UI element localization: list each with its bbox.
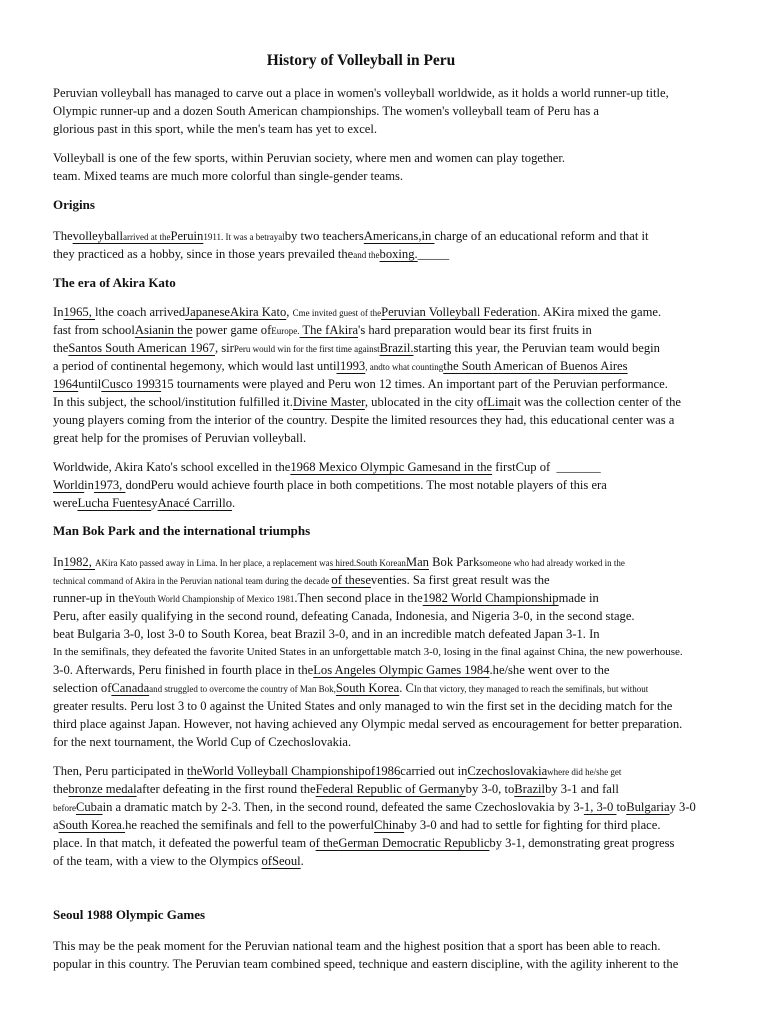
link-man-bok-park[interactable]: Man (405, 555, 429, 569)
link-federal-republic-of-germany[interactable]: Federal Republic of Germany (315, 782, 466, 796)
akira-line5: 1964untilCusco 199315 tournaments were played and Peru won 12 times. An important part of the Peruvian performance. (53, 377, 668, 391)
link-los-angeles-olympic-games-1984[interactable]: Los Angeles Olympic Games 1984 (313, 663, 490, 677)
link-cusco-1993[interactable]: Cusco 1993 (101, 377, 162, 391)
akira-line6: In this subject, the school/institution fulfilled it.Divine Master, ublocated in the city ofLimait was the collection center of the (53, 395, 682, 409)
intro-p2-line1: Volleyball is one of the few sports, within Peruvian society, where men and women can play together. (53, 151, 566, 165)
link-mexico-olympic-games-1968[interactable]: 1968 Mexico Olympic Games (290, 460, 443, 474)
link-south-korea[interactable]: South Korea (335, 681, 400, 695)
section-heading-akira-kato: The era of Akira Kato (53, 275, 176, 290)
link-1982[interactable]: 1982, (63, 555, 95, 569)
akira-worldwide-line2: Worldin1973, dondPeru would achieve fourth place in both competitions. The most notable players of this era (53, 478, 607, 492)
link-bulgaria[interactable]: Bulgaria (626, 800, 670, 814)
link-anace-carrillo[interactable]: Anacé Carrillo (157, 496, 233, 510)
link-peruvian-volleyball-federation[interactable]: Peruvian Volleyball Federation (381, 305, 538, 319)
link-japanese[interactable]: Japanese (185, 305, 230, 319)
link-volleyball[interactable]: volleyball (72, 229, 123, 243)
link-south-korea-2[interactable]: South Korea. (58, 818, 126, 832)
park-1986-line3: beforeCubain a dramatic match by 2-3. Then, in the second round, defeated the same Czechoslovakia by 3-1, 3-0 toBulgariay 3-0 (53, 800, 696, 814)
link-lima[interactable]: fLima (483, 395, 514, 409)
link-divine-master[interactable]: Divine Master (292, 395, 365, 409)
park-line2: technical command of Akira in the Peruvian national team during the decade of theseventies. Sa first great result was the (53, 573, 550, 587)
link-bronze-medal[interactable]: bronze medal (68, 782, 137, 796)
link-lucha-fuentes[interactable]: Lucha Fuentes (77, 496, 152, 510)
akira-line8: great help for the promises of Peruvian volleyball. (53, 431, 307, 445)
link-cuba[interactable]: Cuba (75, 800, 103, 814)
link-czechoslovakia[interactable]: Czechoslovakia (467, 764, 548, 778)
park-1986-line4: aSouth Korea.he reached the semifinals and fell to the powerfulChinaby 3-0 and had to settle for fighting for third place. (53, 818, 661, 832)
akira-line1: In1965, lthe coach arrivedJapaneseAkira Kato, Cme invited guest of thePeruvian Volleyball Federation. AKira mixed the game. (53, 305, 662, 319)
park-1986-line2: thebronze medalafter defeating in the first round theFederal Republic of Germanyby 3-0, toBrazilby 3-1 and fall (53, 782, 619, 796)
park-line4: Peru, after easily qualifying in the second round, defeating Canada, Indonesia, and Nigeria 3-0, in the second stage. (53, 609, 635, 623)
link-south-korean[interactable]: South Korean (356, 558, 406, 568)
park-1986-line5: place. In that match, it defeated the powerful team of theGerman Democratic Republicby 3-1, demonstrating great progress (53, 836, 675, 850)
link-seoul[interactable]: Seoul (271, 854, 301, 868)
intro-p2-line2: team. Mixed teams are much more colorful than single-gender teams. (53, 169, 404, 183)
akira-line3: theSantos South American 1967, sirPeru would win for the first time againstBrazil.starting this year, the Peruvian team would begin (53, 341, 660, 355)
park-line1: In1982, AKira Kato passed away in Lima. In her place, a replacement was hired.South KoreanMan Bok Parksomeone who had already worked in the (53, 555, 625, 569)
intro-p1-line1: Peruvian volleyball has managed to carve out a place in women's volleyball worldwide, as it holds a world runner-up title, (53, 86, 669, 100)
link-peru[interactable]: Peru (170, 229, 194, 243)
link-boxing[interactable]: boxing. (379, 247, 418, 261)
park-line10: third place against Japan. However, not having achieved any Olympic medal served as encouragement for better preparation. (53, 717, 683, 731)
park-line9: greater results. Peru lost 3 to 0 against the United States and only managed to win the first set in the deciding match for the (53, 699, 673, 713)
section-heading-seoul-1988: Seoul 1988 Olympic Games (53, 907, 206, 922)
intro-p1-line2: Olympic runner-up and a dozen South American championships. The women's volleyball team of Peru has a (53, 104, 599, 118)
akira-line2: fast from schoolAsianin the power game ofEurope. The fAkira's hard preparation would bear its first fruits in (53, 323, 592, 337)
section-heading-man-bok-park: Man Bok Park and the international triumphs (53, 523, 311, 538)
akira-worldwide-line3: wereLucha FuentesyAnacé Carrillo. (53, 496, 236, 510)
link-americans[interactable]: Americans, (363, 229, 422, 243)
link-german-democratic-republic[interactable]: German Democratic Republic (338, 836, 490, 850)
link-china[interactable]: China (374, 818, 405, 832)
park-line6: In the semifinals, they defeated the favorite United States in an unforgettable match 3-0, losing in the final against China, the new powerhouse. (53, 646, 683, 658)
park-line7: 3-0. Afterwards, Peru finished in fourth place in theLos Angeles Olympic Games 1984.he/she went over to the (53, 663, 610, 677)
link-akira[interactable]: Akira (329, 323, 359, 337)
origins-line2: they practiced as a hobby, since in those years prevailed theand theboxing._____ (53, 247, 450, 261)
intro-p1-line3: glorious past in this sport, while the men's team has yet to excel. (53, 122, 378, 136)
origins-line1: Thevolleyballarrived at thePeruin1911. It was a betrayalby two teachersAmericans,in charge of an educational reform and that it (53, 229, 649, 243)
park-line8: selection ofCanadaand struggled to overcome the country of Man Bok,South Korea. CIn that victory, they managed to reach the semifinals, but without (53, 681, 649, 695)
link-1965[interactable]: 1965, (63, 305, 95, 319)
link-akira-kato[interactable]: Akira Kato (229, 305, 287, 319)
park-1986-line1: Then, Peru participated in theWorld Volleyball Championshipof1986carried out inCzechoslovakiawhere did he/she get (53, 764, 622, 778)
akira-worldwide-line1: Worldwide, Akira Kato's school excelled in the1968 Mexico Olympic Gamesand in the firstCup of _______ (53, 460, 601, 474)
link-canada[interactable]: Canada (111, 681, 150, 695)
link-brazil-2[interactable]: Brazil (514, 782, 546, 796)
link-santos-south-american-1967[interactable]: Santos South American 1967 (68, 341, 215, 355)
link-1982-world-championship[interactable]: 1982 World Championship (422, 591, 559, 605)
link-world-volleyball-championship[interactable]: World Volleyball Championship (202, 764, 365, 778)
document-title: History of Volleyball in Peru (266, 52, 456, 69)
link-brazil[interactable]: Brazil. (379, 341, 414, 355)
section-heading-origins: Origins (53, 197, 95, 212)
park-1986-line6: of the team, with a view to the Olympics ofSeoul. (53, 854, 304, 868)
park-line3: runner-up in theYouth World Championship of Mexico 1981.Then second place in the1982 World Championshipmade in (53, 591, 599, 605)
akira-line4: a period of continental hegemony, which would last until1993, andto what countingthe South American of Buenos Aires (53, 359, 628, 373)
link-south-american-buenos-aires[interactable]: the South American of Buenos Aires (443, 359, 628, 373)
link-1973[interactable]: 1973, (93, 478, 126, 492)
seoul-line2: popular in this country. The Peruvian team combined speed, technique and eastern discipline, with the agility inherent to the (53, 957, 679, 971)
park-line5: beat Bulgaria 3-0, lost 3-0 to South Korea, beat Brazil 3-0, and in an incredible match defeated Japan 3-1. In (53, 627, 600, 641)
park-line11: for the next tournament, the World Cup of Czechoslovakia. (53, 735, 352, 749)
akira-line7: young players coming from the interior of the country. Despite the limited resources they had, this educational center was a (53, 413, 675, 427)
seoul-line1: This may be the peak moment for the Peruvian national team and the highest position that a sport has been able to reach. (53, 939, 661, 953)
link-asian[interactable]: Asian (134, 323, 165, 337)
